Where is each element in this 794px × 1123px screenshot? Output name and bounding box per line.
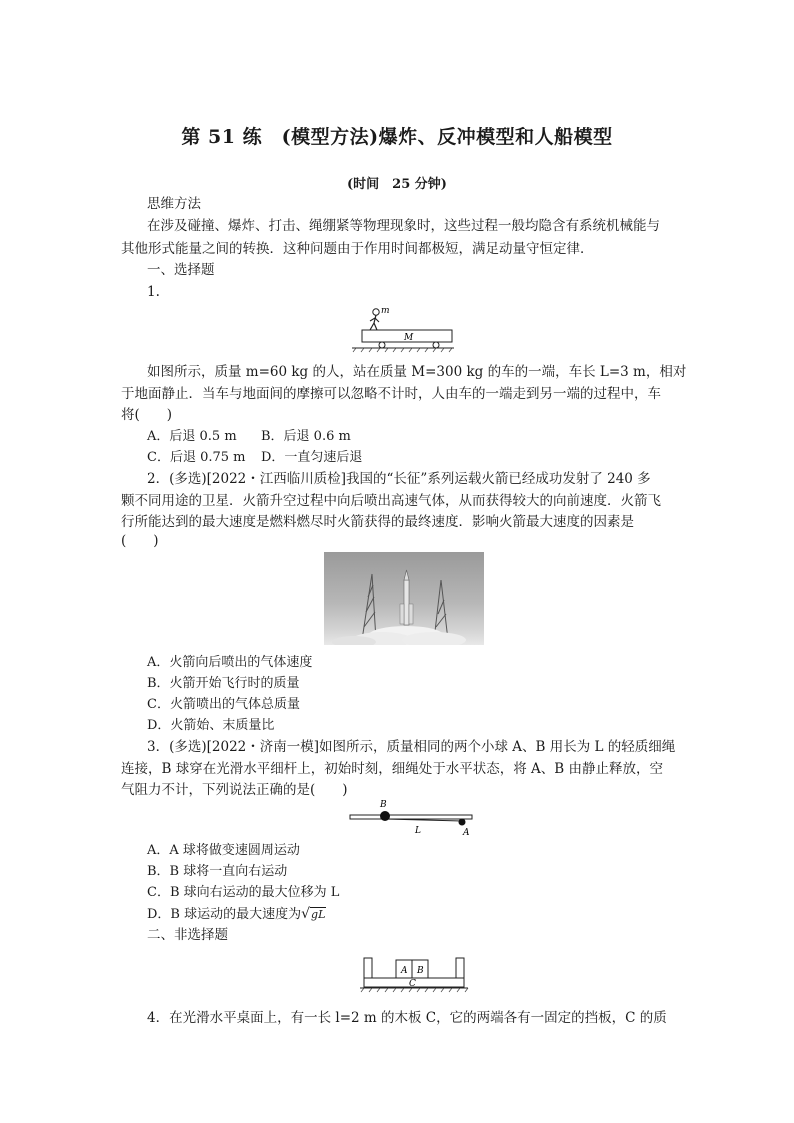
- q2-option-a: A．火箭向后喷出的气体速度: [147, 655, 313, 670]
- q3-option-d-text: D．B 球运动的最大速度为: [147, 907, 302, 922]
- q3-line-1: 3．(多选)[2022・济南一模]如图所示，质量相同的两个小球 A、B 用长为 L 的轻质细绳: [147, 739, 676, 755]
- q1-number: 1.: [147, 284, 160, 300]
- q2-option-c: C．火箭喷出的气体总质量: [147, 697, 300, 712]
- intro-line-2: 其他形式能量之间的转换．这种问题由于作用时间都极短，满足动量守恒定律．: [121, 241, 594, 257]
- q1-figure-cart: [348, 304, 458, 354]
- section-choice-heading: 一、选择题: [147, 262, 215, 278]
- q2-line-3: 行所能达到的最大速度是燃料燃尽时火箭获得的最终速度．影响火箭最大速度的因素是: [121, 514, 634, 530]
- q1-fig-label-m: m: [381, 306, 390, 316]
- q2-line-2: 颗不同用途的卫星．火箭升空过程中向后喷出高速气体，从而获得较大的向前速度．火箭飞: [121, 493, 661, 509]
- q3-option-b: B．B 球将一直向右运动: [147, 864, 288, 879]
- time-subtitle: (时间 25 分钟): [347, 177, 447, 192]
- q3-line-2: 连接，B 球穿在光滑水平细杆上，初始时刻，细绳处于水平状态，将 A、B 由静止释放，空: [121, 761, 663, 777]
- q3-line-3: 气阻力不计，下列说法正确的是( ): [121, 782, 348, 798]
- q3-figure-rod: [346, 798, 476, 838]
- q4-fig-label-A: A: [401, 966, 408, 976]
- q1-option-b: B．后退 0.6 m: [261, 429, 351, 444]
- sqrt-sign: √: [301, 906, 311, 922]
- q1-option-d: D．一直匀速后退: [261, 450, 363, 465]
- q4-fig-label-C: C: [409, 979, 416, 989]
- q2-line-1: 2．(多选)[2022・江西临川质检]我国的“长征”系列运载火箭已经成功发射了 240 多: [147, 471, 651, 487]
- q3-option-d: [147, 904, 326, 925]
- q3-option-d-radicand: gL: [311, 908, 326, 921]
- q1-line-1: 如图所示，质量 m=60 kg 的人，站在质量 M=300 kg 的车的一端，车长 L=3 m，相对: [147, 364, 687, 380]
- intro-line-1: 在涉及碰撞、爆炸、打击、绳绷紧等物理现象时，这些过程一般均隐含有系统机械能与: [147, 218, 660, 234]
- q4-figure-board: [358, 952, 470, 998]
- q2-option-b: B．火箭开始飞行时的质量: [147, 676, 300, 691]
- section-nonchoice-heading: 二、非选择题: [147, 927, 228, 943]
- q2-option-d: D．火箭始、末质量比: [147, 718, 275, 733]
- q3-option-c: C．B 球向右运动的最大位移为 L: [147, 885, 340, 900]
- q1-line-3: 将( ): [121, 407, 173, 423]
- method-heading: 思维方法: [147, 196, 201, 212]
- rocket-launch-photo: [324, 552, 484, 645]
- page-title: 第 51 练 (模型方法)爆炸、反冲模型和人船模型: [181, 126, 613, 148]
- q1-fig-label-M: M: [404, 333, 414, 343]
- q3-fig-label-A: A: [463, 828, 470, 838]
- q4-fig-label-B: B: [417, 966, 424, 976]
- q2-line-4: ( ): [121, 533, 159, 549]
- q3-option-a: A．A 球将做变速圆周运动: [147, 843, 300, 858]
- q3-fig-label-B: B: [380, 800, 387, 810]
- q4-line-1: 4．在光滑水平桌面上，有一长 l=2 m 的木板 C，它的两端各有一固定的挡板，C 的质: [147, 1010, 667, 1026]
- q3-fig-label-L: L: [415, 826, 421, 836]
- q1-line-2: 于地面静止．当车与地面间的摩擦可以忽略不计时，人由车的一端走到另一端的过程中，车: [121, 386, 661, 402]
- q1-option-a: A．后退 0.5 m: [147, 429, 237, 444]
- q1-option-c: C．后退 0.75 m: [147, 450, 246, 465]
